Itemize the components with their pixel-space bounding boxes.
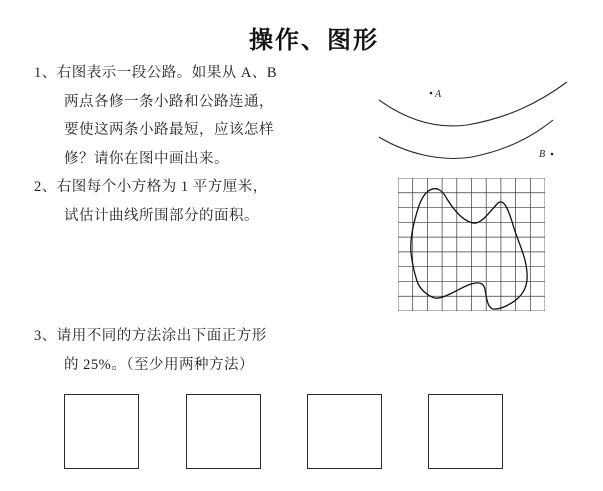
point-a-label: A — [435, 89, 442, 100]
irregular-curve — [411, 189, 527, 310]
answer-square-3[interactable] — [307, 394, 382, 469]
question-1-line: 修？请你在图中画出来。 — [64, 150, 229, 167]
point-a-marker — [430, 92, 433, 95]
question-2-line: 试估计曲线所围部分的面积。 — [64, 207, 259, 224]
question-1 — [34, 59, 364, 173]
point-b-marker — [551, 153, 554, 156]
question-2 — [34, 173, 364, 230]
question-1-line: 1、右图表示一段公路。如果从 A、B — [34, 65, 278, 81]
road-upper-curve — [379, 82, 567, 126]
question-2-line: 2、右图每个小方格为 1 平方厘米， — [34, 179, 268, 195]
question-3-line: 3、请用不同的方法涂出下面正方形 — [34, 328, 267, 344]
answer-square-1[interactable] — [64, 394, 139, 469]
point-b-label: B — [539, 149, 546, 160]
question-1-line: 要使这两条小路最短，应该怎样 — [64, 122, 274, 139]
question-3-line: 的 25%。（至少用两种方法） — [64, 356, 254, 373]
road-figure — [372, 72, 582, 172]
answer-square-4[interactable] — [428, 394, 503, 469]
question-3 — [34, 322, 364, 379]
page-title: 操作、图形 — [249, 28, 379, 54]
question-1-line: 两点各修一条小路和公路连通， — [64, 93, 274, 110]
area-grid-figure — [398, 178, 545, 311]
road-lower-curve — [379, 120, 553, 158]
answer-square-2[interactable] — [186, 394, 261, 469]
